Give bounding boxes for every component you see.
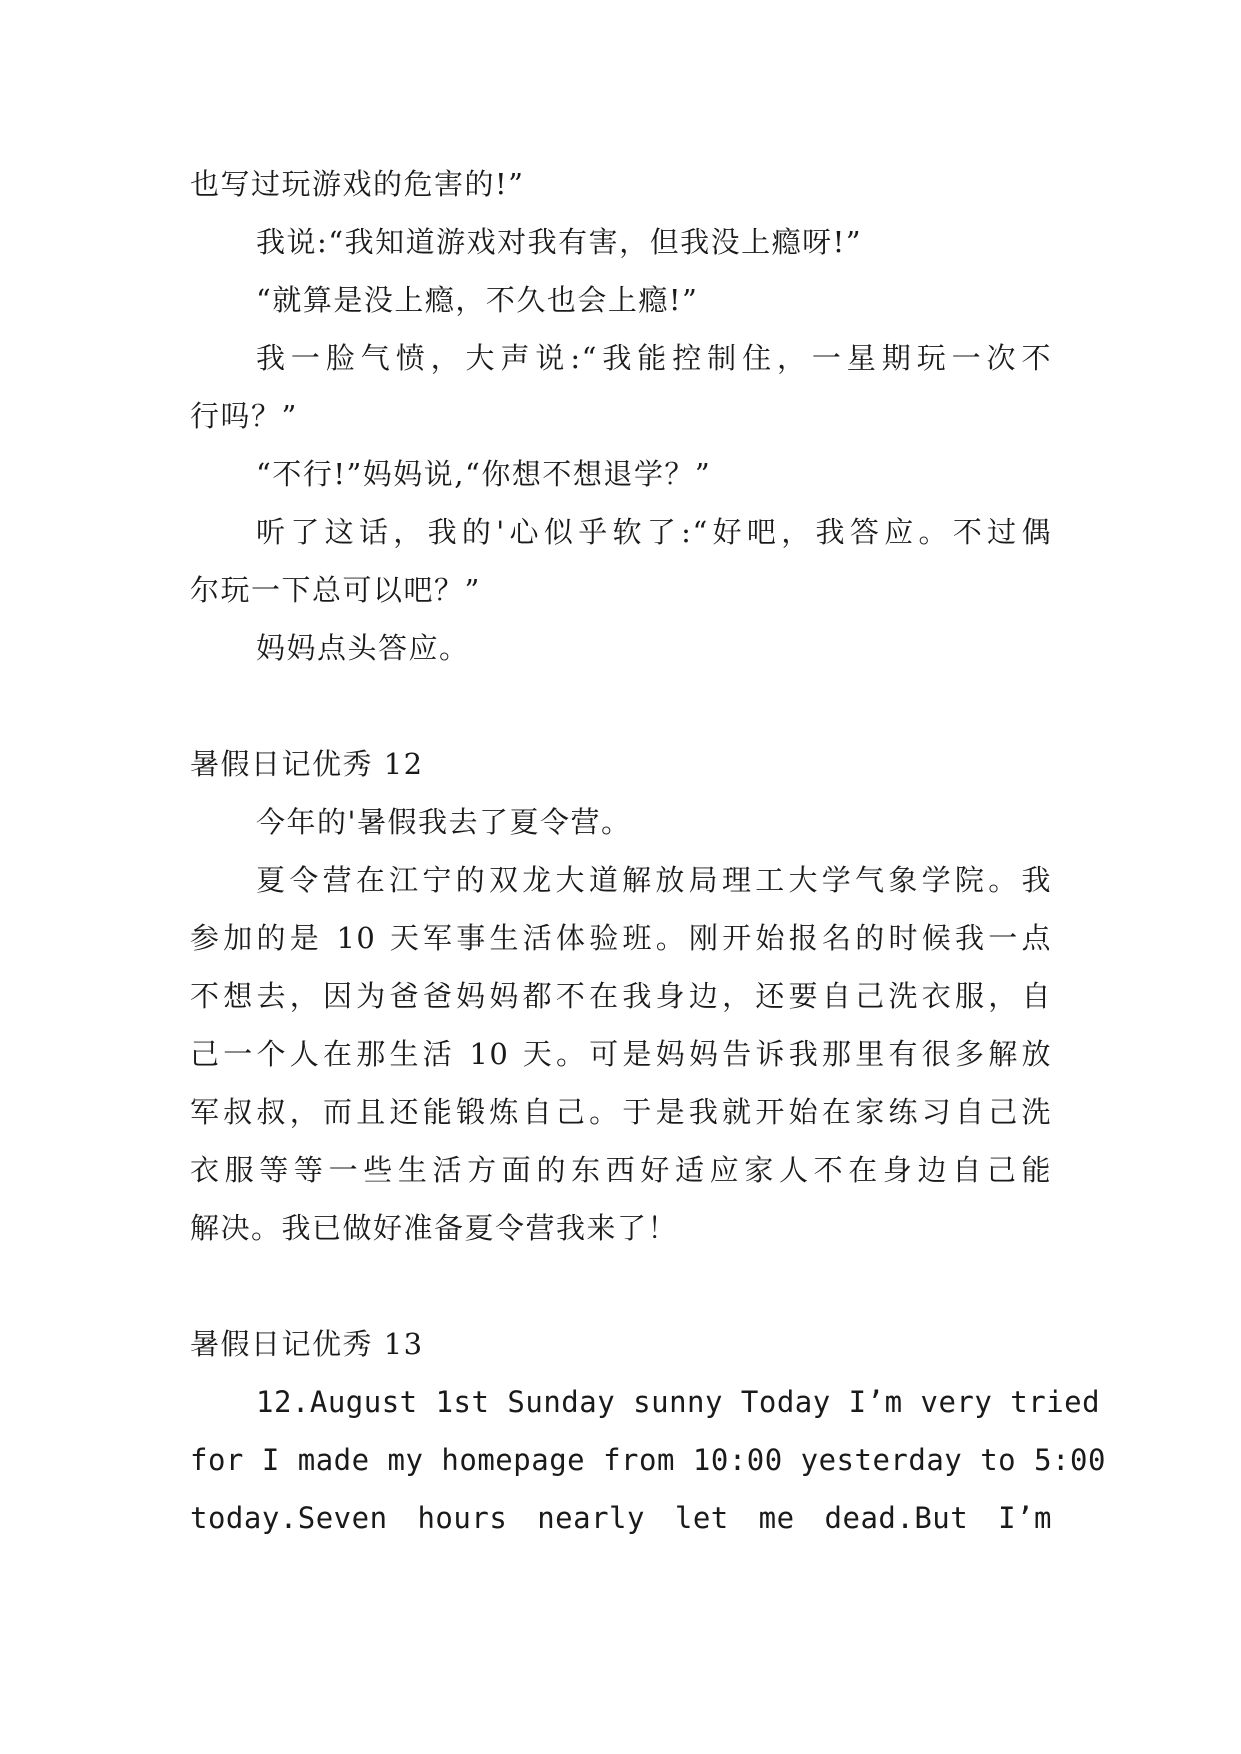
- section-heading: 暑假日记优秀 12: [190, 747, 424, 781]
- paragraph-line: “就算是没上瘾，不久也会上瘾!”: [256, 283, 699, 317]
- paragraph-line: 己一个人在那生活 10 天。可是妈妈告诉我那里有很多解放: [190, 1037, 1052, 1071]
- paragraph-line: 12.August 1st Sunday sunny Today I’m very tried: [256, 1385, 1101, 1419]
- section-gap: [190, 1257, 1052, 1315]
- paragraph-line: today.Seven hours nearly let me dead.But I’m: [190, 1501, 1052, 1535]
- paragraph-line: “不行!”妈妈说,“你想不想退学？”: [256, 457, 712, 491]
- paragraph-line: 解决。我已做好准备夏令营我来了！: [190, 1211, 679, 1245]
- section-gap: [190, 677, 1052, 735]
- paragraph-line: 尔玩一下总可以吧？”: [190, 573, 481, 607]
- paragraph-line: 行吗？”: [190, 399, 298, 433]
- paragraph-line: 听了这话，我的'心似乎软了:“好吧，我答应。不过偶: [256, 515, 1052, 549]
- paragraph-line: 夏令营在江宁的双龙大道解放局理工大学气象学院。我: [256, 863, 1052, 897]
- section-heading: 暑假日记优秀 13: [190, 1327, 424, 1361]
- paragraph-line: 今年的'暑假我去了夏令营。: [256, 805, 632, 839]
- paragraph-line: for I made my homepage from 10:00 yesterday to 5:00: [190, 1443, 1106, 1477]
- paragraph-line: 也写过玩游戏的危害的!”: [190, 167, 525, 201]
- paragraph-line: 衣服等等一些生活方面的东西好适应家人不在身边自己能: [190, 1153, 1052, 1187]
- document-page: [190, 155, 1106, 1547]
- paragraph-line: 军叔叔，而且还能锻炼自己。于是我就开始在家练习自己洗: [190, 1095, 1052, 1129]
- paragraph-line: 参加的是 10 天军事生活体验班。刚开始报名的时候我一点: [190, 921, 1052, 955]
- paragraph-line: 我一脸气愤，大声说:“我能控制住，一星期玩一次不: [256, 341, 1052, 375]
- paragraph-line: 不想去，因为爸爸妈妈都不在我身边，还要自己洗衣服，自: [190, 979, 1052, 1013]
- paragraph-line: 妈妈点头答应。: [256, 631, 470, 665]
- paragraph-line: 我说:“我知道游戏对我有害，但我没上瘾呀!”: [256, 225, 863, 259]
